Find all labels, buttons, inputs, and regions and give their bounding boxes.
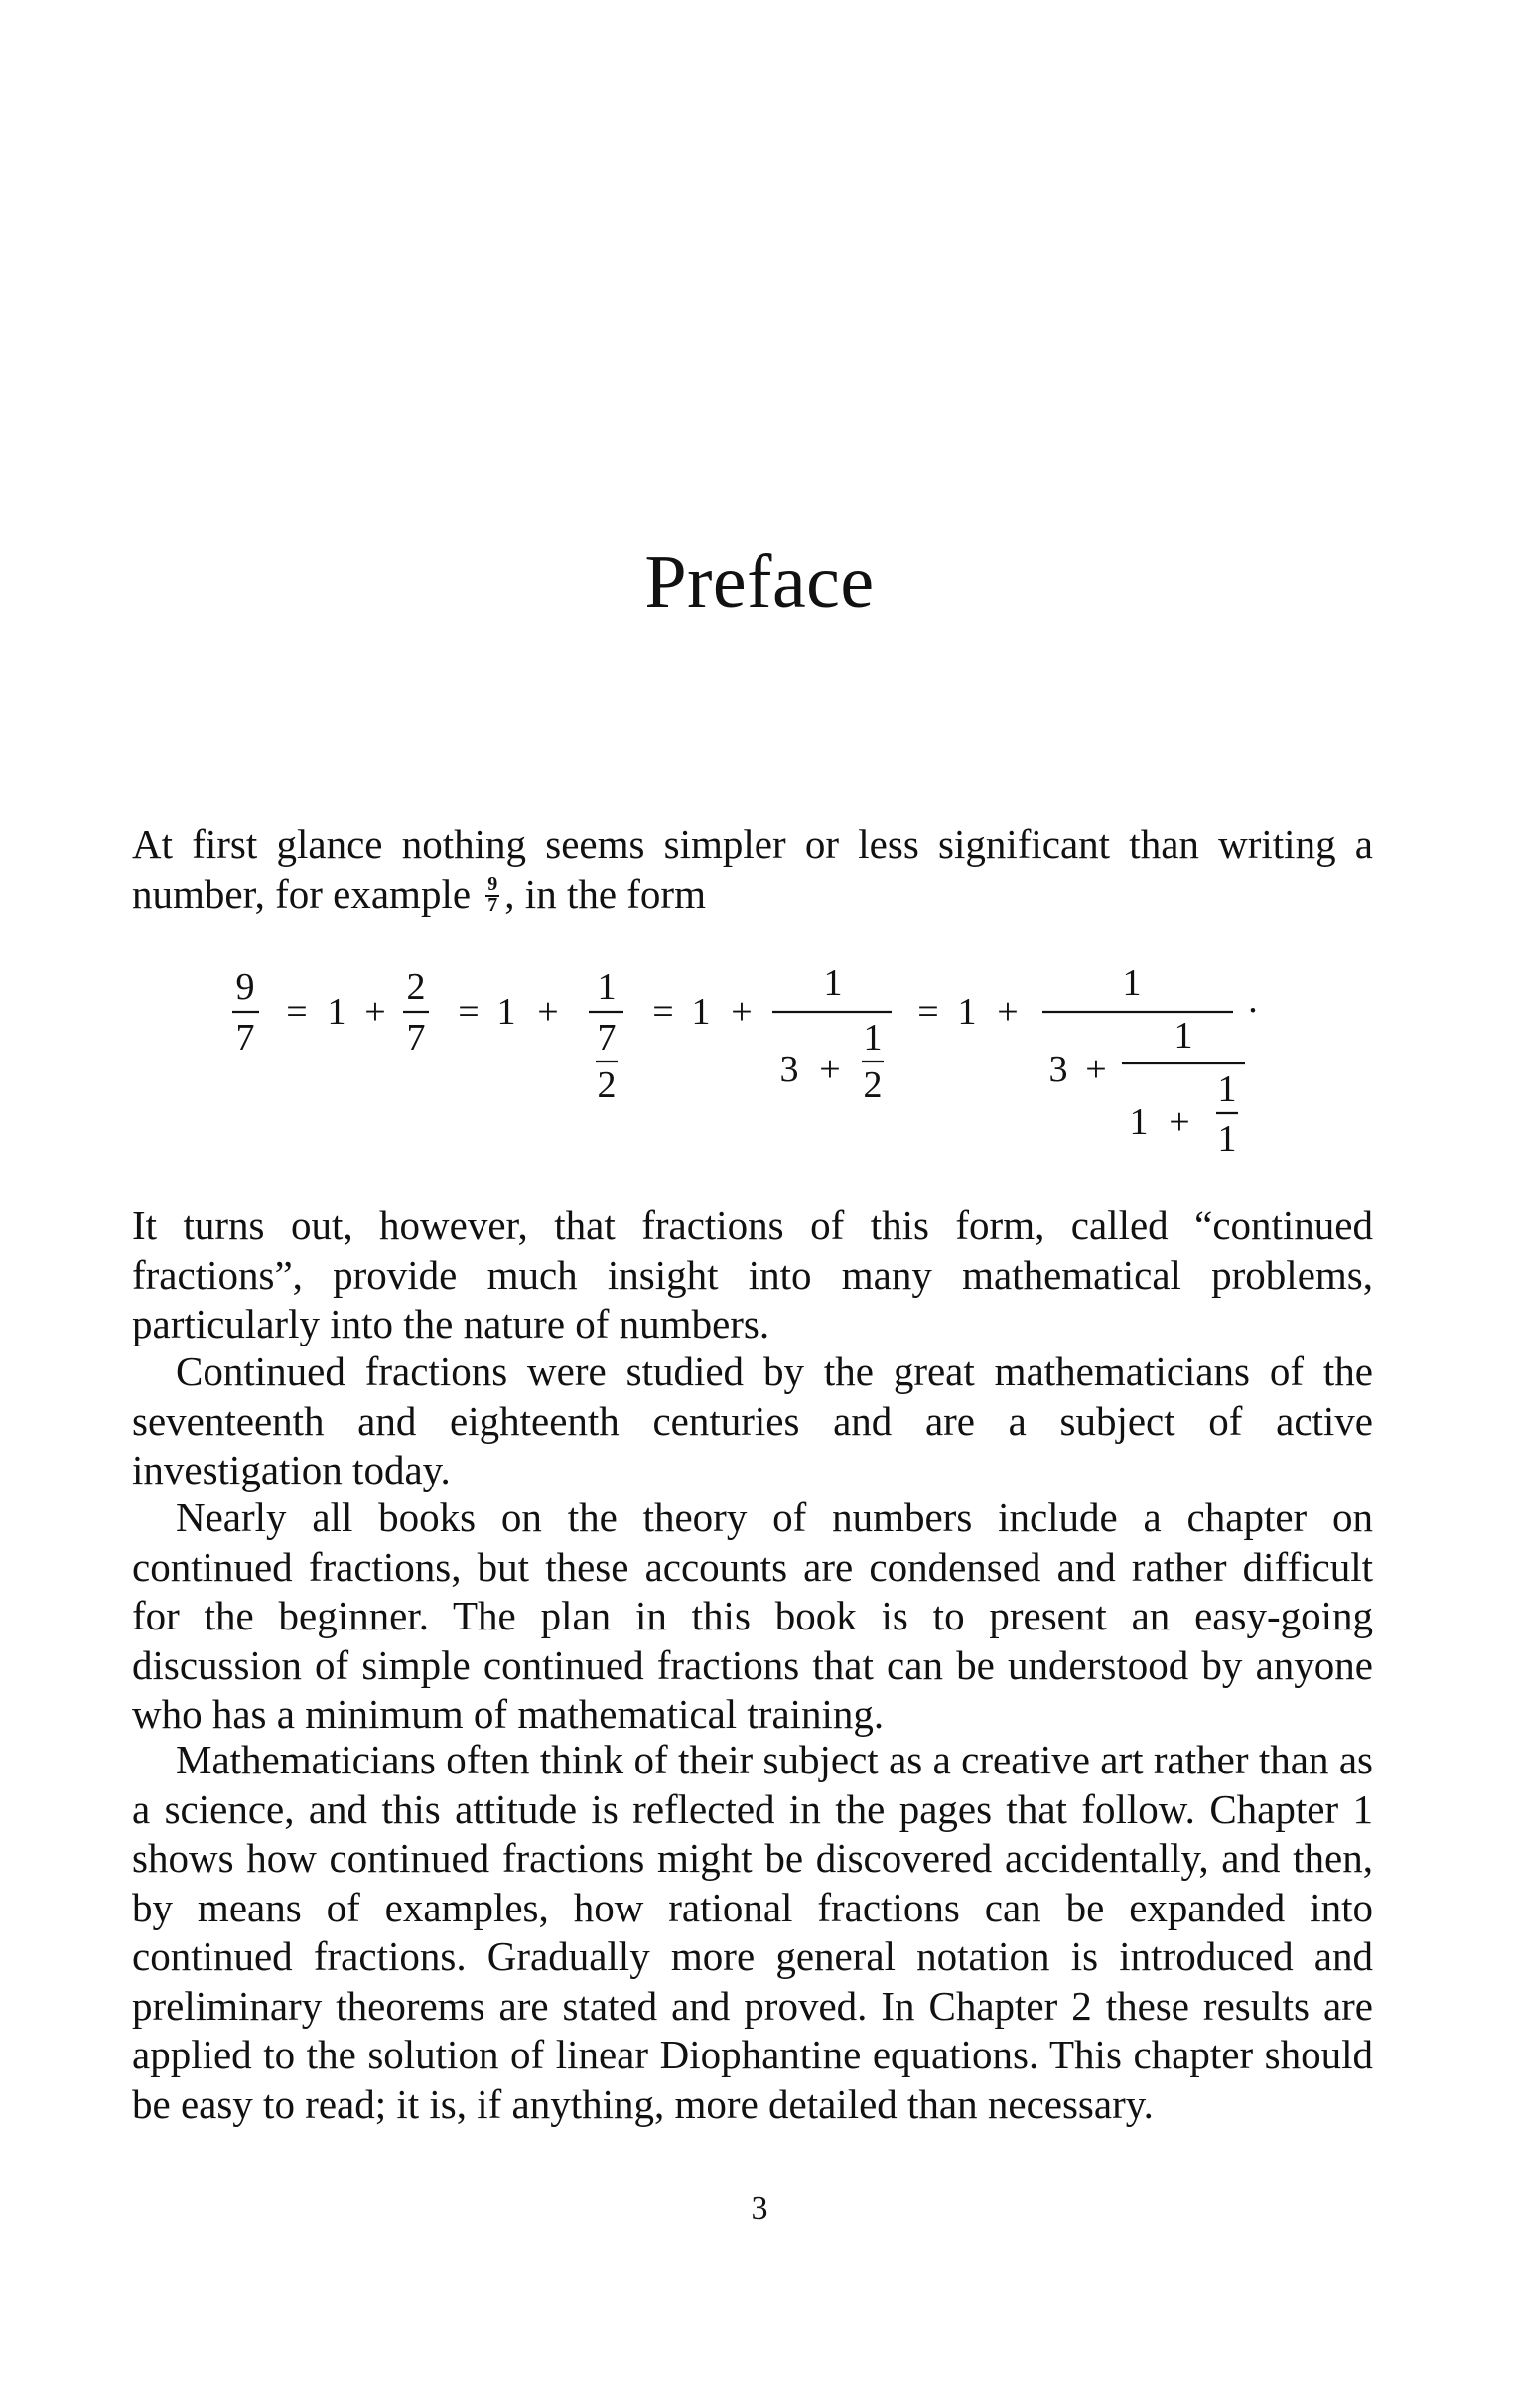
- eq-term3-numerator: 1: [597, 966, 617, 1008]
- eq-equals-3: =: [652, 991, 674, 1033]
- eq-term5-inner-numerator: 1: [1217, 1068, 1237, 1110]
- eq-term5-mid-numerator: 1: [1174, 1015, 1193, 1057]
- inline-fraction-numerator: 9: [487, 872, 498, 895]
- eq-term1-denominator: 7: [235, 1017, 255, 1059]
- eq-term2-numerator: 2: [406, 966, 426, 1008]
- eq-term3-inner-numerator: 7: [597, 1017, 617, 1059]
- eq-term1-numerator: 9: [235, 966, 255, 1008]
- eq-term5-numerator: 1: [1122, 962, 1142, 1004]
- eq-term3-plus: +: [537, 991, 559, 1033]
- eq-term4-one: 1: [691, 991, 711, 1033]
- eq-term5-inner-denominator: 1: [1217, 1118, 1237, 1160]
- eq-term4-plus: +: [731, 991, 753, 1033]
- eq-term5-plus: +: [997, 991, 1019, 1033]
- eq-term2-plus: +: [364, 991, 386, 1033]
- eq-term5-inner-one: 1: [1129, 1101, 1149, 1143]
- eq-term4-inner-plus: +: [819, 1049, 841, 1090]
- eq-term5-plus-3: +: [1169, 1101, 1190, 1143]
- eq-term4-inner-denominator: 2: [863, 1064, 883, 1106]
- eq-term3-one: 1: [496, 991, 516, 1033]
- eq-term3-inner-denominator: 2: [597, 1064, 617, 1106]
- eq-term4-three: 3: [779, 1049, 799, 1090]
- eq-term2-one: 1: [327, 991, 346, 1033]
- eq-equals-1: =: [286, 991, 308, 1033]
- paragraph-intro-text-end: , in the form: [504, 870, 706, 917]
- eq-term2-denominator: 7: [406, 1017, 426, 1059]
- page-title: Preface: [644, 539, 875, 624]
- page-number: 3: [751, 2191, 768, 2227]
- paragraph-chapter-overview: Mathematicians often think of their subject as a creative art rather than as a science, and this attitude is reflected in the pages that follow. Chapter 1 shows how continued fractions might be discovered accidentally, and then, by means of examples, how rational fractions can be expanded into continued fractions. Gradually more general notation is introduced and preliminary theorems are stated and proved. In Chapter 2 these results are applied to the solution of linear Diophantine equations. This chapter should be easy to read; it is, if anything, more detailed than necessary.: [132, 1737, 1373, 2127]
- eq-equals-4: =: [917, 991, 939, 1033]
- paragraph-history: Continued fractions were studied by the great mathematicians of the seventeenth and eighteenth centuries and are a subject of active investigation today.: [132, 1348, 1373, 1492]
- eq-term5-plus-2: +: [1085, 1049, 1107, 1090]
- eq-term4-inner-numerator: 1: [863, 1017, 883, 1059]
- paragraph-intro-text-start: At first glance nothing seems simpler or less significant than writing a number, for example: [132, 821, 1373, 917]
- eq-term5-three: 3: [1048, 1049, 1068, 1090]
- paragraph-continued-fractions-insight: It turns out, however, that fractions of this form, called “continued fractions”, provide much insight into many mathematical problems, particularly into the nature of numbers.: [132, 1203, 1373, 1346]
- eq-final-period: ·: [1246, 990, 1260, 1032]
- paragraph-book-plan: Nearly all books on the theory of numbers include a chapter on continued fractions, but these accounts are condensed and rather difficult for the beginner. The plan in this book is to present an easy-going discussion of simple continued fractions that can be understood by anyone who has a minimum of mathematical training.: [132, 1494, 1373, 1737]
- eq-equals-2: =: [458, 991, 480, 1033]
- eq-term5-one: 1: [957, 991, 977, 1033]
- inline-fraction-denominator: 7: [487, 893, 498, 916]
- eq-term4-numerator: 1: [823, 962, 843, 1004]
